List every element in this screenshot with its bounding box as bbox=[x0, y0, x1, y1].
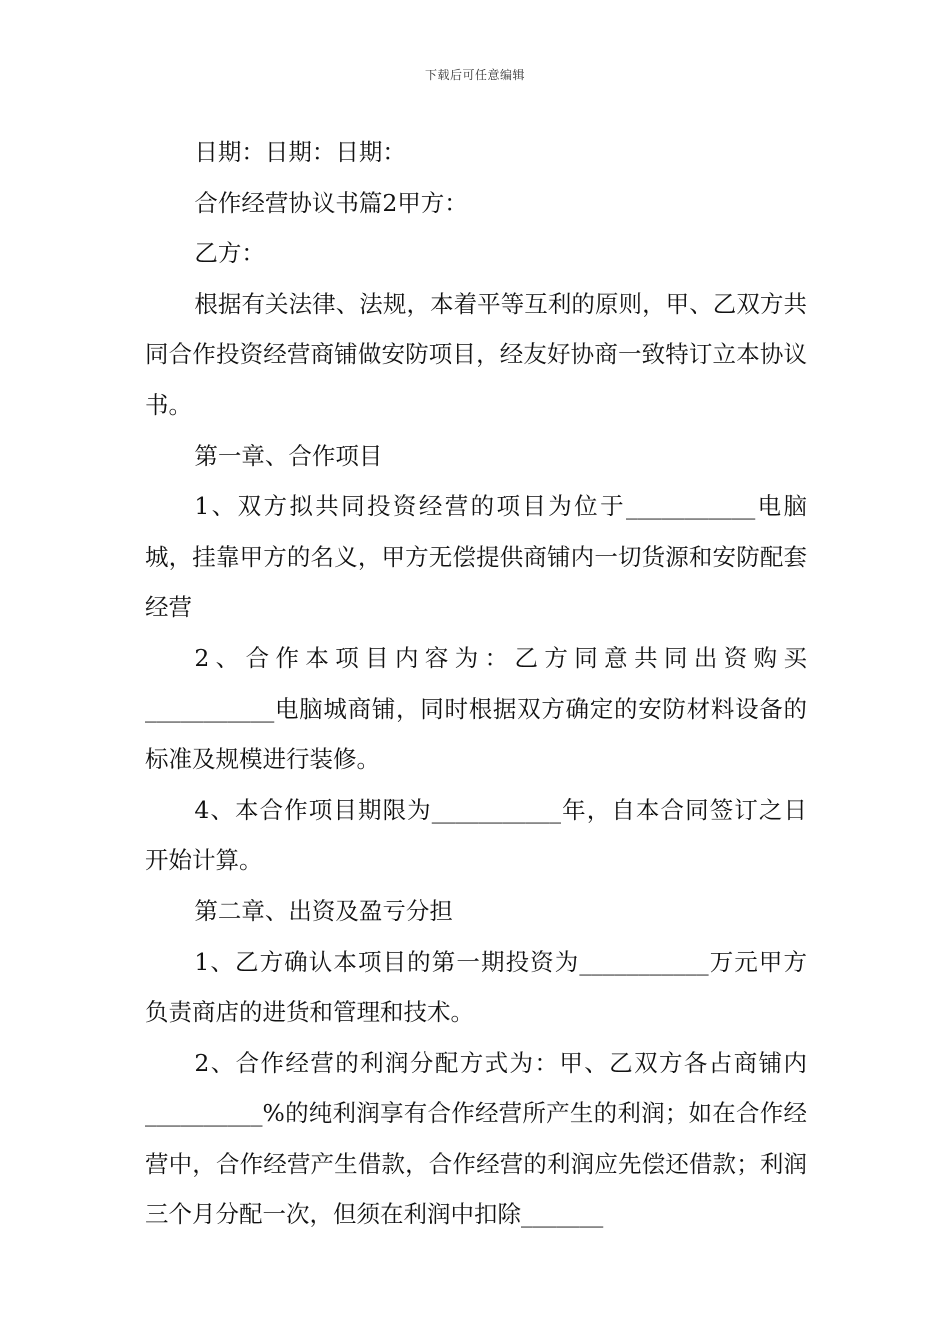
chapter-1-heading: 第一章、合作项目 bbox=[194, 441, 383, 470]
agreement-title-party-a: 合作经营协议书篇2甲方： bbox=[194, 188, 468, 217]
date-line: 日期：日期：日期： bbox=[194, 138, 406, 166]
preamble-paragraph: 根据有关法律、法规，本着平等互利的原则，甲、乙双方共同合作投资经营商铺做安防项目，经友好协商一致特订立本协议书。 bbox=[145, 289, 807, 419]
party-b-line: 乙方： bbox=[194, 239, 265, 268]
clause-1-2: 2、合作本项目内容为：乙方同意共同出资购买___________电脑城商铺，同时根据双方确定的安防材料设备的标准及规模进行装修。 bbox=[145, 643, 807, 774]
clause-2-2: 2、合作经营的利润分配方式为：甲、乙双方各占商铺内__________%的纯利润享有合作经营所产生的利润；如在合作经营中，合作经营产生借款，合作经营的利润应先偿还借款；利润三个月分配一次，但须在利润中扣除_______ bbox=[145, 1048, 807, 1229]
chapter-2-heading: 第二章、出资及盈亏分担 bbox=[194, 896, 453, 925]
page-header: 下载后可任意编辑 bbox=[424, 68, 525, 82]
clause-1-1: 1、双方拟共同投资经营的项目为位于___________电脑城，挂靠甲方的名义，甲方无偿提供商铺内一切货源和安防配套经营 bbox=[145, 492, 807, 622]
document-body bbox=[145, 127, 807, 1240]
clause-2-1: 1、乙方确认本项目的第一期投资为___________万元甲方负责商店的进货和管理和技术。 bbox=[145, 947, 807, 1027]
clause-1-4: 4、本合作项目期限为___________年，自本合同签订之日开始计算。 bbox=[145, 795, 807, 875]
